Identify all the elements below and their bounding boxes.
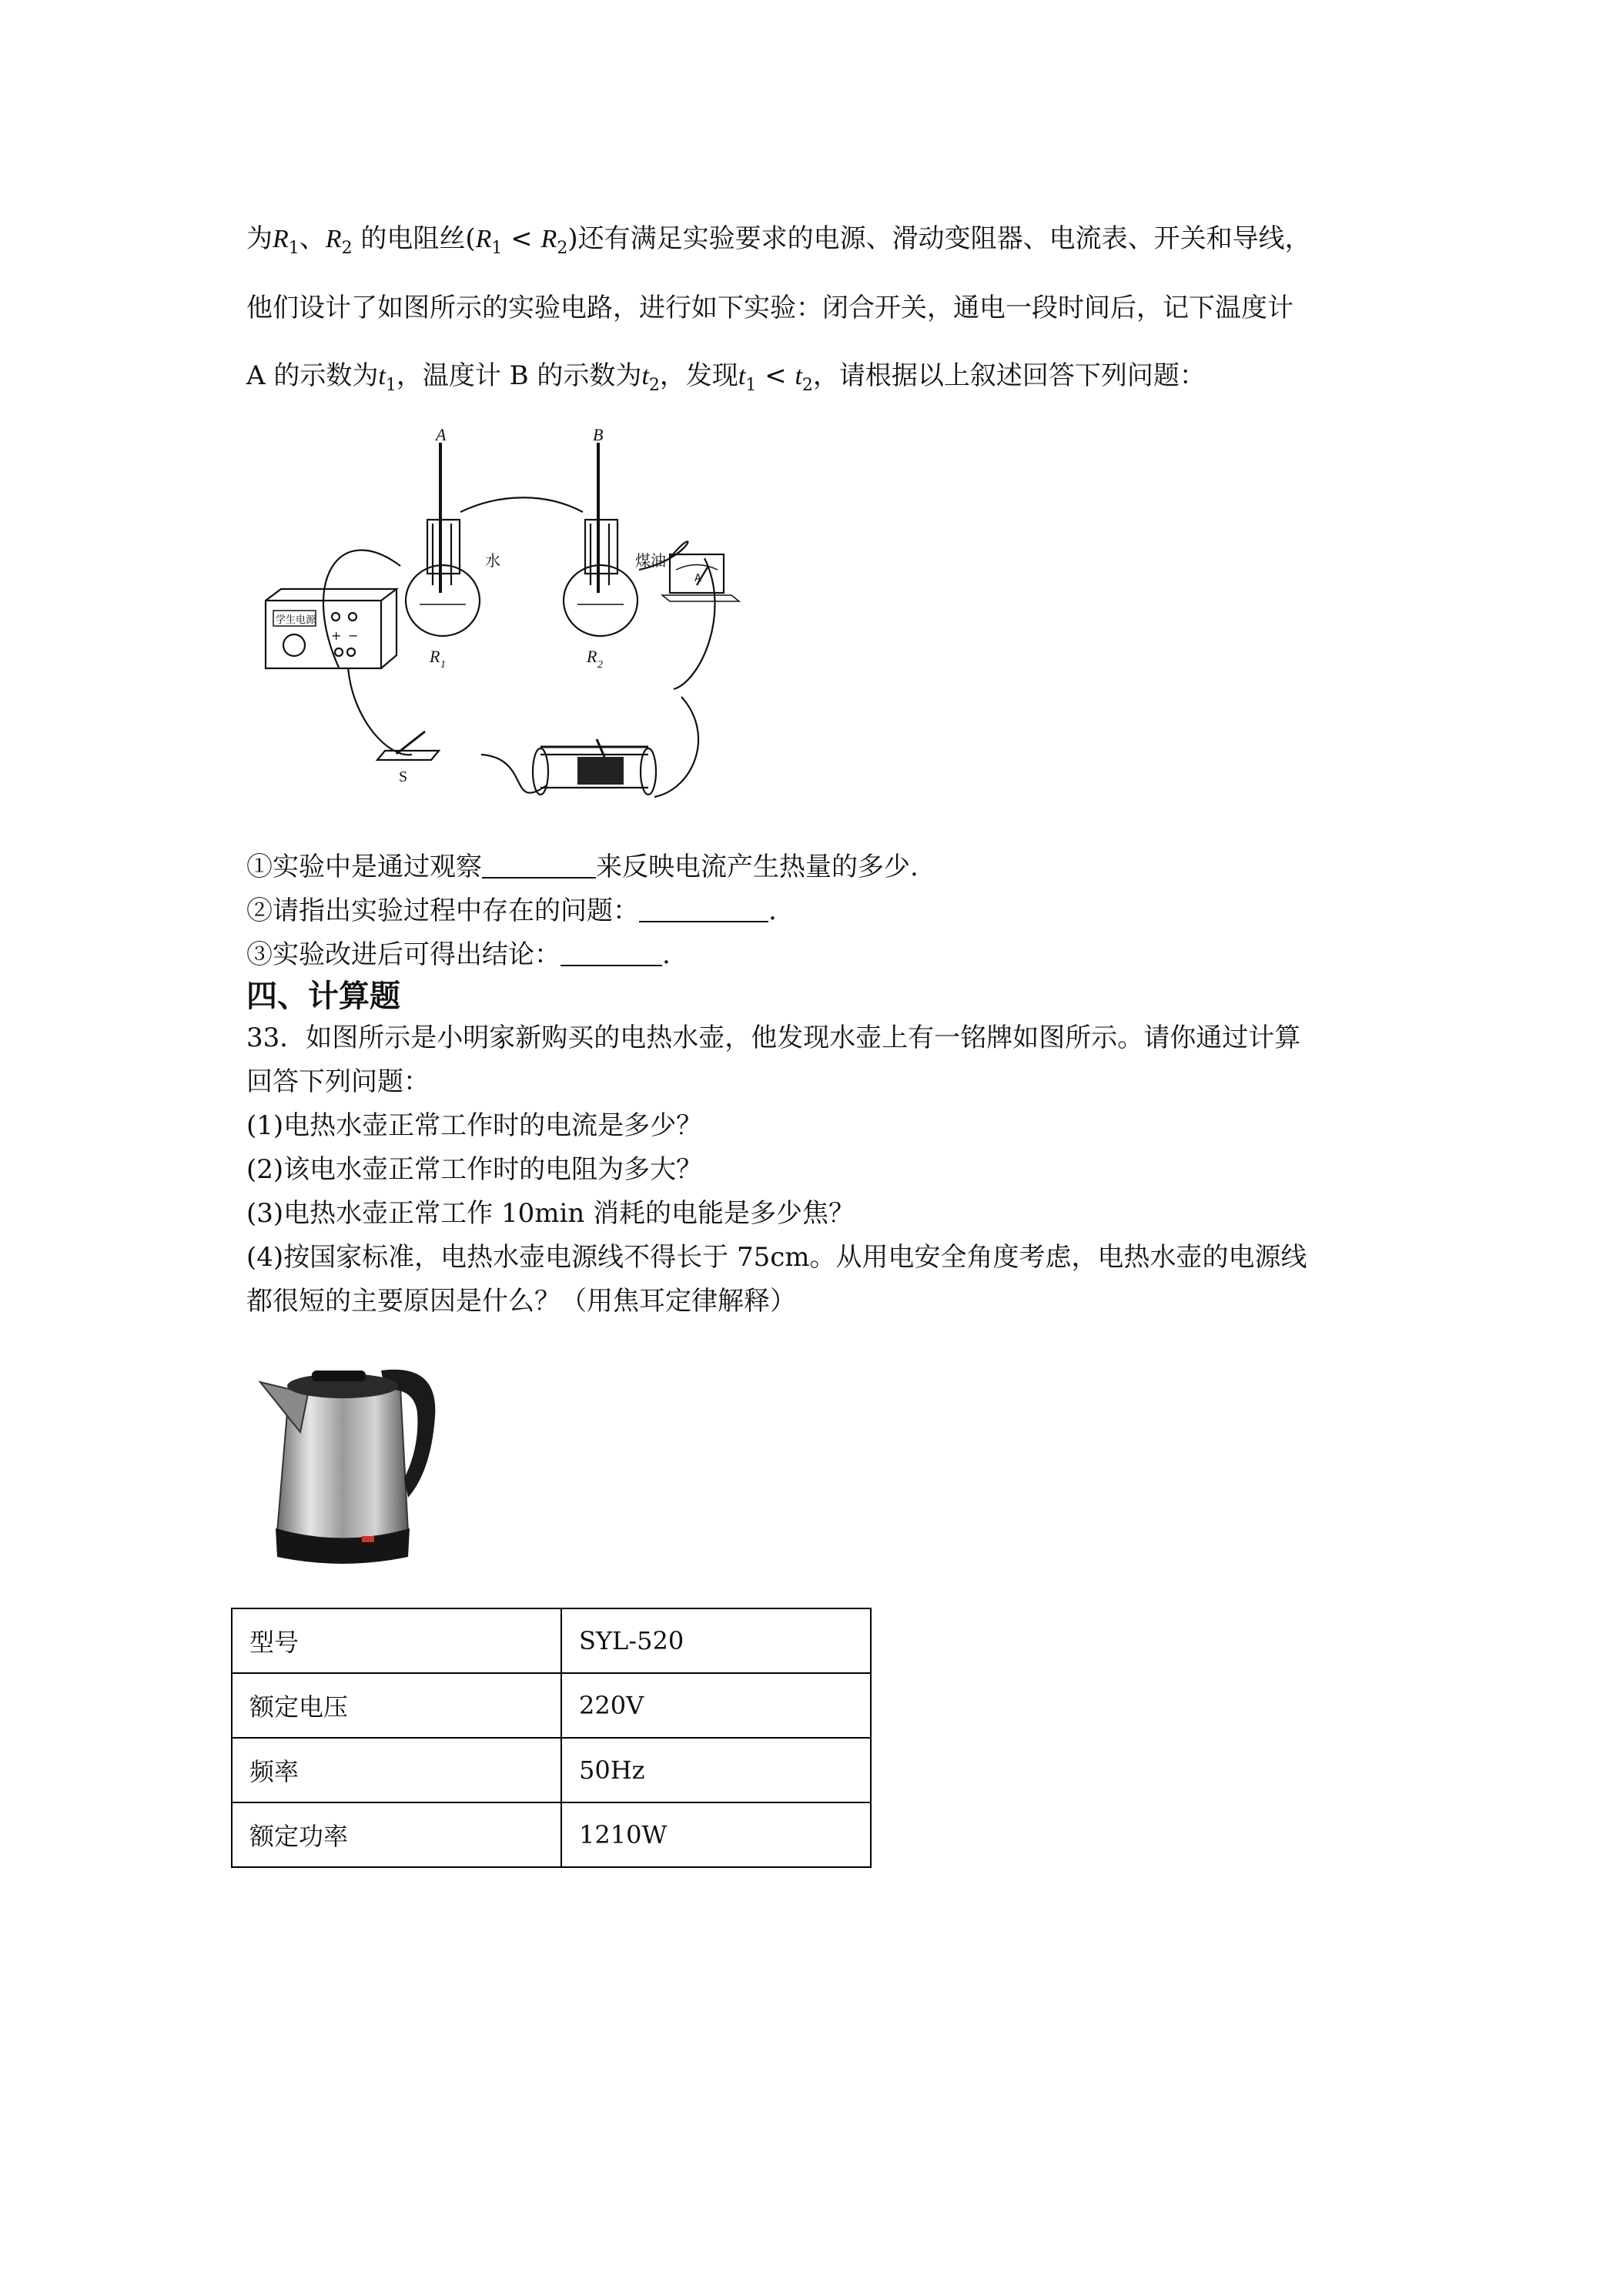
intro-text: ，请根据以上叙述回答下列问题： (812, 360, 1206, 391)
answer-blank[interactable] (561, 942, 662, 966)
label-ammeter: A (694, 573, 701, 584)
label-b: B (593, 427, 604, 444)
wire (348, 668, 412, 755)
symbol-t1: t (738, 362, 746, 390)
table-cell-key: 频率 (232, 1738, 561, 1802)
answer-blank[interactable] (482, 854, 596, 879)
circuit-diagram (254, 427, 793, 812)
subscript: 2 (801, 375, 813, 395)
symbol-r1: R (273, 225, 289, 253)
question-text: ②请指出实验过程中存在的问题： (246, 895, 639, 926)
sub-question-4a: (4)按国家标准，电热水壶电源线不得长于 75cm。从用电安全角度考虑，电热水壶的电源线 (246, 1242, 1307, 1273)
intro-line-1 (246, 217, 1311, 258)
intro-text: 为 (246, 223, 273, 254)
wire (460, 497, 583, 512)
table-cell-value: 50Hz (561, 1738, 871, 1802)
subscript: 1 (491, 238, 503, 258)
subscript: 1 (745, 375, 757, 395)
problem-line-2: 回答下列问题： (246, 1066, 430, 1097)
label-power: 学生电源 (276, 614, 316, 626)
intro-text: 的电阻丝( (352, 223, 476, 254)
sub-question-3: (3)电热水壶正常工作 10min 消耗的电能是多少焦？ (246, 1198, 855, 1229)
symbol-r2: R (540, 225, 557, 253)
question-text: . (662, 939, 671, 970)
question-1 (246, 845, 919, 883)
flask-b (564, 565, 637, 636)
label-kerosene: 煤油 (635, 551, 666, 570)
intro-line-2: 他们设计了如图所示的实验电路，进行如下实验：闭合开关，通电一段时间后，记下温度计 (246, 293, 1293, 323)
table-row (232, 1608, 871, 1673)
label-switch: S (399, 768, 408, 785)
subscript: 2 (557, 238, 568, 258)
less-than: < (756, 360, 795, 391)
intro-text: ，温度计 B 的示数为 (396, 360, 642, 391)
table-cell-key: 额定功率 (232, 1802, 561, 1867)
question-text: 来反映电流产生热量的多少. (596, 852, 919, 882)
label-r2: R (587, 647, 597, 666)
question-2 (246, 889, 777, 927)
circuit-svg (254, 427, 793, 812)
intro-text: A 的示数为 (246, 360, 379, 391)
symbol-t2: t (795, 362, 802, 390)
problem-line-1: 33．如图所示是小明家新购买的电热水壶，他发现水壶上有一铭牌如图所示。请你通过计算 (246, 1022, 1301, 1053)
symbol-t2: t (641, 362, 649, 390)
section-heading: 四、计算题 (246, 979, 400, 1014)
table-cell-key: 型号 (232, 1608, 561, 1673)
intro-text: 、 (299, 223, 326, 254)
subscript: 1 (385, 375, 397, 395)
sub-question-1: (1)电热水壶正常工作时的电流是多少？ (246, 1110, 703, 1141)
label-plus: + (331, 628, 342, 643)
flask-a (406, 565, 480, 636)
wire (481, 755, 547, 793)
sub-question-2: (2)该电水壶正常工作时的电阻为多大？ (246, 1154, 703, 1185)
question-3 (246, 933, 671, 971)
table-cell-key: 额定电压 (232, 1673, 561, 1738)
question-text: . (768, 895, 777, 926)
kettle-svg (254, 1340, 447, 1578)
intro-text: )还有满足实验要求的电源、滑动变阻器、电流表、开关和导线， (567, 223, 1311, 254)
spec-table (231, 1608, 872, 1868)
table-row (232, 1738, 871, 1802)
less-than: < (502, 223, 541, 254)
wire (654, 697, 698, 797)
label-minus: − (348, 628, 359, 643)
symbol-r2: R (325, 225, 342, 253)
table-cell-value: 1210W (561, 1802, 871, 1867)
label-r1: R (430, 647, 440, 666)
intro-text: ，发现 (659, 360, 738, 391)
label-a: A (436, 427, 447, 444)
table-cell-value: 220V (561, 1673, 871, 1738)
intro-line-3 (246, 354, 1206, 395)
question-text: ①实验中是通过观察 (246, 852, 482, 882)
answer-blank[interactable] (639, 898, 768, 922)
label-r2-sub: 2 (597, 659, 603, 671)
subscript: 2 (648, 375, 660, 395)
symbol-t1: t (378, 362, 386, 390)
kettle-image (254, 1340, 447, 1578)
subscript: 2 (341, 238, 353, 258)
label-r1-sub: 1 (440, 659, 446, 671)
table-row (232, 1802, 871, 1867)
label-water: 水 (485, 551, 500, 570)
sub-question-4b: 都很短的主要原因是什么？（用焦耳定律解释） (246, 1286, 796, 1317)
question-text: ③实验改进后可得出结论： (246, 939, 561, 970)
subscript: 1 (288, 238, 300, 258)
symbol-r1: R (475, 225, 492, 253)
table-cell-value: SYL-520 (561, 1608, 871, 1673)
table-row (232, 1673, 871, 1738)
